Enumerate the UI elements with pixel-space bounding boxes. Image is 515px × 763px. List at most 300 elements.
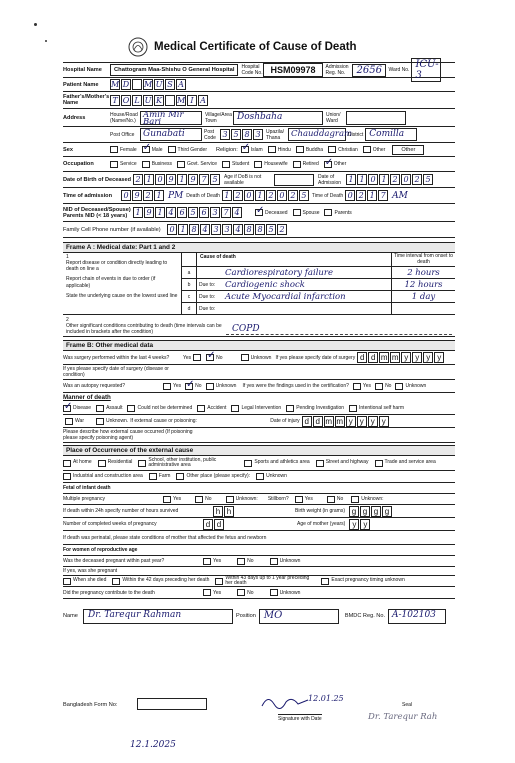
religion-checkbox[interactable] xyxy=(328,146,336,153)
admission-time-cells[interactable] xyxy=(121,190,165,201)
death-date-char[interactable]: 2 xyxy=(288,190,298,201)
admission-time-char[interactable]: 0 xyxy=(121,190,131,201)
stillborn-yes-label: Yes xyxy=(304,496,313,502)
occurrence-option xyxy=(176,473,250,480)
position-field[interactable]: MO xyxy=(259,609,339,624)
parent-name-char[interactable] xyxy=(165,95,175,106)
dob-char[interactable]: 9 xyxy=(188,174,198,185)
phone-char[interactable]: 4 xyxy=(200,224,210,235)
other-conditions-field[interactable]: COPD xyxy=(226,324,452,335)
nid-char[interactable]: 6 xyxy=(177,207,187,218)
nid-char[interactable]: 5 xyxy=(188,207,198,218)
multiple-unknown-checkbox[interactable] xyxy=(226,496,234,503)
surgery-unknown-label: Unknown xyxy=(250,354,272,361)
hours-cells[interactable] xyxy=(213,506,235,517)
nid-type-checkbox[interactable] xyxy=(255,209,263,216)
stillborn-no-checkbox[interactable] xyxy=(327,496,335,503)
occurrence-option xyxy=(244,460,309,467)
admission-date-char[interactable]: 2 xyxy=(390,174,400,185)
manner-row xyxy=(63,402,455,415)
religion-checkbox[interactable] xyxy=(296,146,304,153)
cause-prefix: Due to: xyxy=(196,291,222,302)
date-cell[interactable]: y xyxy=(423,352,433,363)
sex-label: Female xyxy=(120,146,137,153)
phone-cells[interactable] xyxy=(167,224,288,235)
nid-type-checkbox[interactable] xyxy=(324,209,332,216)
occupation-checkbox[interactable] xyxy=(222,161,230,168)
parent-name-char[interactable]: L xyxy=(132,95,142,106)
surgery-no-label: No xyxy=(216,354,223,361)
death-date-char[interactable]: 0 xyxy=(277,190,287,201)
manner-checkbox[interactable] xyxy=(96,405,104,412)
date-cell[interactable]: y xyxy=(401,352,411,363)
post-code-cells[interactable] xyxy=(220,129,264,140)
contribute-unknown-label: Unknown xyxy=(279,589,301,596)
pregnant-unknown-label: Unknown xyxy=(279,558,301,564)
parent-name-char[interactable]: U xyxy=(144,95,152,105)
interval-field[interactable]: 12 hours xyxy=(391,279,455,290)
dob-char[interactable]: 9 xyxy=(166,174,176,185)
dob-char[interactable]: 0 xyxy=(155,174,165,185)
phone-char[interactable]: 8 xyxy=(189,224,199,235)
parent-name-char[interactable]: T xyxy=(110,95,120,106)
hospital-name-field[interactable]: Chattogram Maa-Shishu O General Hospital xyxy=(110,64,238,76)
weeks-cells[interactable] xyxy=(203,519,225,530)
cause-row xyxy=(181,302,455,314)
nid-char[interactable]: 1 xyxy=(133,207,143,218)
parent-name-cells[interactable] xyxy=(110,95,209,106)
pregnancy-timing-checkbox[interactable] xyxy=(215,578,223,585)
age-field[interactable] xyxy=(274,174,314,186)
cause-letter: c xyxy=(187,293,191,300)
interval-field[interactable]: 2 hours xyxy=(391,267,455,278)
pregnancy-timing-checkbox[interactable] xyxy=(321,578,329,585)
admission-date-char[interactable]: 5 xyxy=(423,174,433,185)
post-code-char[interactable]: 3 xyxy=(220,129,230,140)
cause-field[interactable]: Cardiogenic shock xyxy=(225,279,305,290)
occurrence-label: Sports and athletics area xyxy=(254,459,310,466)
occurrence-checkbox[interactable] xyxy=(63,460,71,467)
cause-row xyxy=(181,290,455,302)
date-cell[interactable]: y xyxy=(346,416,356,427)
occurrence-checkbox[interactable] xyxy=(375,460,383,467)
cause-field[interactable]: Acute Myocardial infarction xyxy=(225,291,346,302)
admission-date-char[interactable]: 2 xyxy=(412,174,422,185)
manner-checkbox[interactable] xyxy=(286,405,294,412)
admission-date-char[interactable]: 1 xyxy=(379,174,389,185)
cause-letter: b xyxy=(187,281,191,288)
sex-option xyxy=(142,146,163,153)
religion-option xyxy=(363,146,386,153)
unknown-ext-checkbox[interactable] xyxy=(96,418,104,425)
admission-date-cells[interactable] xyxy=(346,174,434,185)
post-code-char[interactable]: 5 xyxy=(231,129,241,140)
admission-reg-field[interactable]: 2656 xyxy=(352,64,386,77)
phone-char[interactable]: 3 xyxy=(211,224,221,235)
occupation-option xyxy=(324,161,347,168)
other-conditions-label: Other significant conditions contributing to death (time intervals can be included in brackets after the condition) xyxy=(66,323,222,335)
findings-unknown-checkbox[interactable] xyxy=(395,383,403,390)
manner-checkbox[interactable] xyxy=(197,405,205,412)
occupation-label: Retired xyxy=(302,161,319,167)
date-cell[interactable]: m xyxy=(336,416,344,426)
nid-type-label: Parents xyxy=(334,209,352,216)
occurrence-checkbox[interactable] xyxy=(138,460,146,467)
occurrence-option xyxy=(98,460,133,467)
weight-cell[interactable]: g xyxy=(360,506,370,517)
ward-label: Ward No. xyxy=(388,67,410,73)
village-field[interactable]: Doshbaha xyxy=(233,111,323,125)
occupation-checkbox[interactable] xyxy=(142,161,150,168)
death-date-char[interactable]: 1 xyxy=(255,190,265,201)
post-office-field[interactable]: Gunabati xyxy=(140,128,202,141)
occurrence-option xyxy=(63,473,143,480)
sex-option xyxy=(168,146,207,153)
admission-date-char[interactable]: 0 xyxy=(401,174,411,185)
occurrence-checkbox[interactable] xyxy=(149,473,157,480)
ink-dot xyxy=(45,40,47,42)
pregnancy-timing-checkbox[interactable] xyxy=(63,578,71,585)
reproductive-title: For women of reproductive age xyxy=(63,547,138,553)
nid-char[interactable]: 9 xyxy=(144,207,154,218)
manner-option xyxy=(286,405,344,412)
hours-cell[interactable]: h xyxy=(224,506,234,517)
phone-char[interactable]: 5 xyxy=(266,224,276,235)
upazila-label: Upazila/ Thana xyxy=(266,128,285,141)
nid-cells[interactable] xyxy=(133,207,243,218)
date-cell[interactable]: d xyxy=(368,352,378,363)
multiple-yes-checkbox[interactable] xyxy=(163,496,171,503)
patient-name-char[interactable]: D xyxy=(122,80,130,89)
occupation-label: Business xyxy=(151,161,172,167)
religion-checkbox[interactable] xyxy=(241,146,249,153)
autopsy-unknown-checkbox[interactable] xyxy=(206,383,214,390)
date-cell[interactable]: y xyxy=(357,416,367,427)
describe-row xyxy=(63,428,455,443)
nid-char[interactable]: 1 xyxy=(155,207,165,218)
occurrence-checkbox[interactable] xyxy=(256,473,264,480)
dob-char[interactable]: 1 xyxy=(177,174,187,185)
patient-name-char[interactable]: U xyxy=(155,80,163,89)
date-cell[interactable]: m xyxy=(391,353,399,362)
date-cell[interactable]: m xyxy=(325,416,333,426)
surgery-no-checkbox[interactable] xyxy=(206,354,214,361)
patient-name-char[interactable]: S xyxy=(165,79,175,90)
frame-a-num-2: 2 xyxy=(66,317,69,323)
weight-cell[interactable]: g xyxy=(371,506,381,517)
surgery-unknown-checkbox[interactable] xyxy=(241,354,249,361)
nid-type-label: Deceased xyxy=(265,209,288,216)
nid-char[interactable]: 4 xyxy=(232,207,242,218)
pregnant-yes-checkbox[interactable] xyxy=(203,558,211,565)
occupation-checkbox[interactable] xyxy=(254,161,262,168)
phone-char[interactable]: 2 xyxy=(277,224,287,235)
patient-name-char[interactable]: M xyxy=(111,80,120,89)
phone-char[interactable]: 1 xyxy=(178,224,188,235)
manner-label: Could not be determined xyxy=(137,405,193,411)
sex-checkbox[interactable] xyxy=(110,146,118,153)
findings-yes-checkbox[interactable] xyxy=(353,383,361,390)
contribute-yes-checkbox[interactable] xyxy=(203,589,211,596)
cause-letter: a xyxy=(187,269,191,276)
parent-name-char[interactable]: I xyxy=(187,95,197,106)
phone-char[interactable]: 8 xyxy=(244,224,254,235)
weeks-label: Number of completed weeks of pregnancy xyxy=(63,521,157,527)
pregnancy-timing-checkbox[interactable] xyxy=(112,578,120,585)
admission-date-label: Date of Admission xyxy=(318,173,342,186)
autopsy-unknown-label: Unknown xyxy=(215,383,237,389)
multiple-yes-label: Yes xyxy=(173,496,182,502)
occurrence-checkbox[interactable] xyxy=(176,473,184,480)
weight-cells[interactable] xyxy=(349,506,393,517)
ward-field[interactable]: ICU-3 xyxy=(411,58,441,82)
pregnant-yes-label: Yes xyxy=(213,558,222,564)
pregnancy-timing-label: Exact pregnancy timing unknown xyxy=(331,577,405,584)
parent-name-char[interactable]: M xyxy=(177,95,186,105)
upazila-field[interactable]: Chauddagram xyxy=(288,128,346,141)
stamp-date: 12.1.2025 xyxy=(130,740,176,750)
weeks-cell[interactable]: d xyxy=(214,519,224,530)
occurrence-label: Industrial and construction area xyxy=(73,472,143,479)
date-cell[interactable]: d xyxy=(313,416,323,427)
house-field[interactable]: Amin Mir Bari xyxy=(140,111,202,125)
address-row xyxy=(63,109,455,127)
phone-row xyxy=(63,222,455,238)
surgery-yes-checkbox[interactable] xyxy=(193,354,201,361)
position-label: Position xyxy=(236,613,256,619)
surgery-date-cells[interactable] xyxy=(357,352,445,363)
occupation-checkbox[interactable] xyxy=(177,161,185,168)
pregnant-no-checkbox[interactable] xyxy=(237,558,245,565)
sex-option xyxy=(110,146,137,153)
patient-name-char[interactable] xyxy=(132,79,142,90)
nid-char[interactable]: 6 xyxy=(199,207,209,218)
weight-cell[interactable]: g xyxy=(382,506,392,517)
date-cell[interactable]: d xyxy=(302,416,312,427)
occurrence-option xyxy=(149,473,171,480)
within24-label: If death within 24h specify number of hours survived xyxy=(63,508,179,514)
nid-char[interactable]: 7 xyxy=(221,207,231,218)
contribute-no-checkbox[interactable] xyxy=(237,589,245,596)
date-cell[interactable]: y xyxy=(434,352,444,363)
post-code-char[interactable]: 3 xyxy=(253,129,263,140)
death-date-char[interactable]: 0 xyxy=(244,190,254,201)
date-cell[interactable]: d xyxy=(357,352,367,363)
death-date-char[interactable]: 1 xyxy=(222,190,232,201)
patient-name-char[interactable]: M xyxy=(144,80,153,89)
weeks-cell[interactable]: d xyxy=(203,519,213,530)
mother-age-cell[interactable]: y xyxy=(349,519,359,530)
nid-char[interactable]: 3 xyxy=(210,207,220,218)
admission-date-char[interactable]: 0 xyxy=(368,174,378,185)
phone-char[interactable]: 0 xyxy=(167,224,177,235)
pregnant-question: Was the deceased pregnant within past year? xyxy=(63,558,165,564)
hospital-row xyxy=(63,59,455,81)
stillborn-yes-checkbox[interactable] xyxy=(295,496,303,503)
seal-label: Seal xyxy=(402,702,413,708)
death-date-label: Death of Death xyxy=(186,192,220,199)
perinatal-label: If death was perinatal, please state conditions of mother that affected the fetus and newborn xyxy=(63,534,267,541)
parent-name-char[interactable]: A xyxy=(198,95,208,106)
multiple-label: Multiple pregnancy xyxy=(63,496,105,502)
injury-date-label: Date of injury xyxy=(270,418,300,424)
cause-prefix: Due to: xyxy=(196,279,222,290)
manner-checkbox[interactable] xyxy=(231,405,239,412)
occurrence-option xyxy=(256,473,287,480)
describe-label: Please describe how external cause occurred (If poisoning please specify poisoning agent) xyxy=(63,429,193,441)
weight-cell[interactable]: g xyxy=(349,506,359,517)
admission-date-char[interactable]: 1 xyxy=(357,174,367,185)
occupation-checkbox[interactable] xyxy=(293,161,301,168)
age-label: Age if DoB is not available xyxy=(224,173,262,186)
stillborn-unknown-checkbox[interactable] xyxy=(351,496,359,503)
post-office-label: Post Office xyxy=(110,131,135,138)
stillborn-label: Stillborn? xyxy=(267,496,289,502)
signer-name-field[interactable]: Dr. Tarequr Rahman xyxy=(83,609,233,624)
occurrence-checkbox[interactable] xyxy=(244,460,252,467)
interval-field[interactable] xyxy=(391,303,455,314)
manner-checkbox[interactable] xyxy=(127,405,135,412)
bmdc-field[interactable]: A-102103 xyxy=(388,609,446,624)
cause-prefix xyxy=(196,267,222,278)
pregnant-unknown-checkbox[interactable] xyxy=(270,558,278,565)
signer-name-label: Name xyxy=(63,613,78,619)
death-time-cells[interactable] xyxy=(345,190,389,201)
hospital-code-label: Hospital Code No. xyxy=(241,64,263,76)
district-field[interactable]: Comilla xyxy=(365,128,417,141)
occurrence-label: At home xyxy=(73,459,92,466)
manner-label: Assault xyxy=(106,405,123,411)
war-checkbox[interactable] xyxy=(65,418,73,425)
occurrence-checkbox[interactable] xyxy=(316,460,324,467)
unknown-ext-label: Unknown. xyxy=(105,418,129,424)
within24-row xyxy=(63,505,455,518)
frame-a-body xyxy=(63,253,455,315)
nid-char[interactable]: 4 xyxy=(166,207,176,218)
dob-cells[interactable] xyxy=(133,174,221,185)
other-conditions-row xyxy=(63,315,455,337)
findings-unknown-label: Unknown xyxy=(405,383,427,389)
autopsy-question: Was an autopsy requested? xyxy=(63,383,126,389)
hours-cell[interactable]: h xyxy=(213,506,223,517)
surgery-reason-row xyxy=(63,365,455,380)
patient-name-row xyxy=(63,78,455,92)
autopsy-yes-checkbox[interactable] xyxy=(163,383,171,390)
autopsy-no-checkbox[interactable] xyxy=(185,383,193,390)
admission-date-char[interactable]: 1 xyxy=(346,174,356,185)
religion-checkbox[interactable] xyxy=(268,146,276,153)
cause-row xyxy=(181,278,455,290)
contribute-unknown-checkbox[interactable] xyxy=(270,589,278,596)
occupation-options xyxy=(110,161,351,168)
sex-options xyxy=(110,146,212,153)
parent-name-char[interactable]: O xyxy=(122,95,130,105)
occupation-label: Service xyxy=(120,161,137,167)
manner-option xyxy=(63,405,91,412)
death-date-char[interactable]: 2 xyxy=(266,190,276,201)
form-no-area xyxy=(63,702,193,708)
dob-char[interactable]: 1 xyxy=(144,174,154,185)
patient-name-char[interactable]: A xyxy=(176,79,186,90)
mother-age-label: Age of mother (years) xyxy=(297,521,346,527)
sex-label: Third Gender xyxy=(177,146,207,153)
ink-dot xyxy=(34,23,37,26)
occurrence-label: Street and highway xyxy=(325,459,369,466)
manner-checkbox[interactable] xyxy=(63,405,71,412)
sex-label: Sex xyxy=(63,146,73,153)
birth-weight-label: Birth weight (in grams) xyxy=(295,508,346,514)
cause-field[interactable]: Cardiorespiratory failure xyxy=(225,267,333,278)
dob-char[interactable]: 5 xyxy=(210,174,220,185)
admission-time-char[interactable]: 2 xyxy=(143,190,153,201)
date-cell[interactable]: m xyxy=(380,353,388,362)
frame-a-title: Frame A : Medical date: Part 1 and 2 xyxy=(63,242,455,253)
mother-age-cell[interactable]: y xyxy=(360,519,370,530)
death-time-char[interactable]: 2 xyxy=(356,190,366,201)
form xyxy=(63,59,455,625)
occupation-checkbox[interactable] xyxy=(110,161,118,168)
findings-no-checkbox[interactable] xyxy=(375,383,383,390)
death-time-char[interactable]: 7 xyxy=(378,190,388,201)
date-cell[interactable]: y xyxy=(379,416,389,427)
occupation-label: Housewife xyxy=(264,161,288,167)
manner-label: Pending Investigation xyxy=(296,405,345,411)
mother-age-cells[interactable] xyxy=(349,519,371,530)
phone-char[interactable]: 3 xyxy=(222,224,232,235)
occurrence-checkbox[interactable] xyxy=(98,460,106,467)
occupation-label: Occupation xyxy=(63,161,94,167)
occupation-option xyxy=(110,161,137,168)
religion-checkbox[interactable] xyxy=(363,146,371,153)
parent-name-char[interactable]: K xyxy=(154,95,164,106)
pregnancy-timing-option xyxy=(215,576,315,587)
manner-checkbox[interactable] xyxy=(349,405,357,412)
surgery-date-label: If yes please specify date of surgery xyxy=(275,354,356,361)
post-code-char[interactable]: 8 xyxy=(242,129,252,140)
patient-name-cells[interactable] xyxy=(110,79,187,90)
union-field[interactable] xyxy=(346,111,406,125)
date-cell[interactable]: y xyxy=(368,416,378,427)
dob-char[interactable]: 2 xyxy=(133,174,143,185)
death-date-char[interactable]: 5 xyxy=(299,190,309,201)
occurrence-label: Residential xyxy=(107,459,133,466)
phone-char[interactable]: 8 xyxy=(255,224,265,235)
interval-field[interactable]: 1 day xyxy=(391,291,455,302)
multiple-no-checkbox[interactable] xyxy=(195,496,203,503)
form-no-field[interactable] xyxy=(137,698,207,710)
occurrence-checkbox[interactable] xyxy=(63,473,71,480)
religion-other-field[interactable]: Other xyxy=(392,145,424,155)
admission-time-char[interactable]: 9 xyxy=(132,190,142,201)
occupation-checkbox[interactable] xyxy=(324,161,332,168)
dob-char[interactable]: 7 xyxy=(199,174,209,185)
surgery-reason-label: If yes please specify date of surgery (disease or condition) xyxy=(63,366,169,378)
injury-date-cells[interactable] xyxy=(302,416,390,427)
death-date-char[interactable]: 2 xyxy=(233,190,243,201)
date-cell[interactable]: y xyxy=(412,352,422,363)
admission-time-char[interactable]: 1 xyxy=(154,190,164,201)
sex-checkbox[interactable] xyxy=(142,146,150,153)
death-date-cells[interactable] xyxy=(222,190,310,201)
occurrence-row-1 xyxy=(63,456,455,471)
parent-name-label: Father's/Mother's Name xyxy=(63,93,110,106)
death-time-char[interactable]: 0 xyxy=(345,190,355,201)
death-time-char[interactable]: 1 xyxy=(367,190,377,201)
nid-type-checkbox[interactable] xyxy=(293,209,301,216)
sex-checkbox[interactable] xyxy=(168,146,176,153)
hospital-code-field[interactable]: HSM09978 xyxy=(263,63,322,77)
phone-char[interactable]: 4 xyxy=(233,224,243,235)
